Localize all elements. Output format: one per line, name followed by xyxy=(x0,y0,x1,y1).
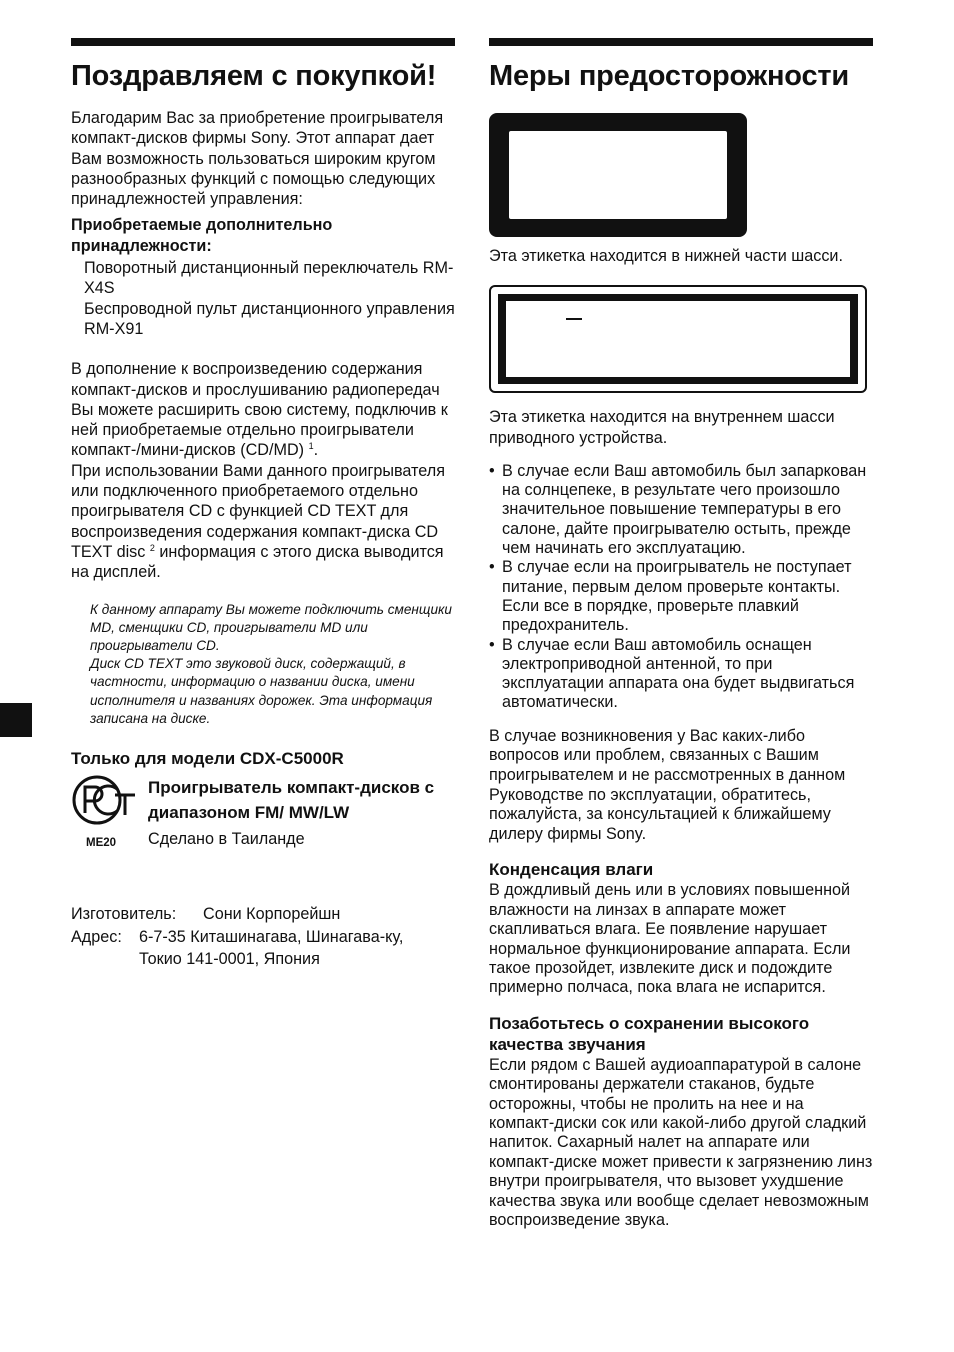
label-dash-mark xyxy=(566,318,582,320)
manufacturer-block xyxy=(71,903,455,970)
certification-block xyxy=(71,775,455,849)
list-item: • В случае если Ваш автомобиль был запаркован на солнцепеке, в результате чего произошло значительное повышение температуры в его салоне, дайте проигрывателю остыть, прежде чем начинать его эксплуатацию. xyxy=(489,462,873,558)
product-title: Проигрыватель компакт-дисков с диапазоном FM/ MW/LW xyxy=(148,777,435,822)
page-title-left: Поздравляем с покупкой! xyxy=(71,60,437,92)
accessory-item: Беспроводной пульт дистанционного управления RM-X91 xyxy=(84,299,455,338)
page-title-right: Меры предосторожности xyxy=(489,60,849,92)
section-tab-marker xyxy=(0,703,32,737)
label-blank-area xyxy=(509,131,727,219)
logo-code: ME20 xyxy=(86,836,117,849)
accessory-item: Поворотный дистанционный переключатель RM-X4S xyxy=(84,259,454,298)
label-frame xyxy=(498,294,858,384)
address-value xyxy=(139,926,403,971)
address-line-1: 6-7-35 Киташинагава, Шинагава-ку, xyxy=(139,927,404,946)
label1-caption: Эта этикетка находится в нижней части шасси. xyxy=(489,247,843,265)
footnote-ref-1: 1 xyxy=(308,441,314,452)
warning-label-image-1 xyxy=(489,113,747,237)
address-label: Адрес: xyxy=(71,927,122,946)
list-item: • В случае если Ваш автомобиль оснащен электроприводной антенной, то при эксплуатации аппарата она будет выдвигаться автоматически. xyxy=(489,636,873,713)
condensation-text: В дождливый день или в условиях повышенной влажности на линзах в аппарате может скапливаться влага. Ее появление нарушает нормальное функционирование аппарата. Если такое прозойдет, извлеките диск и подождите примерно полчаса, пока влага не испарится. xyxy=(489,881,851,997)
sound-quality-text: Если рядом с Вашей аудиоаппаратурой в салоне смонтированы держатели стаканов, будьте осторожны, чтобы не пролить на нее и на компакт-диски сок или какой-либо другой сладкий напиток. Сахарный налет на аппарате или компакт-диске может привести к загрязнению линз внутри проигрывателя, что вызовет ухудшение качества звука или вообще сделает невозможным воспроизведение звука. xyxy=(489,1055,873,1229)
footnote-ref-2: 2 xyxy=(149,542,155,553)
model-heading: Только для модели CDX-C5000R xyxy=(71,748,344,768)
title-rule xyxy=(71,38,455,46)
precautions-list xyxy=(489,462,873,713)
manufacturer-value: Сони Корпорейшн xyxy=(203,905,341,924)
period: . xyxy=(313,441,319,460)
expansion-paragraph xyxy=(71,359,455,460)
list-item: • В случае если на проигрыватель не поступает питание, первым делом проверьте контакты. Если все в порядке, проверьте плавкий предохранитель. xyxy=(489,558,873,635)
manufacturer-row xyxy=(71,903,455,925)
address-row xyxy=(71,926,455,971)
made-in-text: Сделано в Таиланде xyxy=(148,829,305,848)
title-rule xyxy=(489,38,873,46)
certification-logo xyxy=(71,775,141,850)
footnote-1: К данному аппарату Вы можете подключить сменщики MD, сменщики CD, проигрыватели MD или проигрыватели CD. xyxy=(90,601,452,653)
address-line-2: Токио 141-0001, Япония xyxy=(139,949,320,968)
cd-text-paragraph xyxy=(71,461,455,583)
intro-paragraph: Благодарим Вас за приобретение проигрывателя компакт-дисков фирмы Sony. Этот аппарат дает Вам возможность пользоваться широким кругом разнообразных функций с помощью следующих принадлежностей управления: xyxy=(71,109,444,209)
model-text xyxy=(148,775,455,849)
questions-paragraph: В случае возникновения у Вас каких-либо вопросов или проблем, связанных с Вашим проигрывателем и не рассмотренных в данном Руководстве по эксплуатации, обратитесь, пожалуйста, за консультацией к ближайшему дилеру фирмы Sony. xyxy=(489,726,846,843)
pct-mark-icon xyxy=(71,775,137,825)
manufacturer-label: Изготовитель: xyxy=(71,905,177,924)
condensation-heading: Конденсация влаги xyxy=(489,860,654,880)
label-blank-area xyxy=(506,301,850,377)
label2-caption: Эта этикетка находится на внутреннем шасси приводного устройства. xyxy=(489,408,835,447)
accessories-heading: Приобретаемые дополнительно принадлежности: xyxy=(71,216,333,255)
expansion-text: В дополнение к воспроизведению содержания компакт-дисков и прослушиванию радиопередач Вы можете расширить свою систему, подключив к ней приобретаемые отдельно проигрыватели компакт-/мини-дисков (CD/MD) xyxy=(71,360,448,460)
left-column xyxy=(71,38,455,970)
right-column xyxy=(489,38,873,1230)
sound-quality-heading: Позаботьтесь о сохранении высокого качества звучания xyxy=(489,1013,810,1054)
cd-text-text: При использовании Вами данного проигрывателя или подключенного приобретаемого отдельно проигрывателя CD с функцией CD TEXT для воспроизведения содержания компакт-диска CD TEXT disc xyxy=(71,461,445,561)
warning-label-image-2 xyxy=(489,285,867,393)
cd-text-end: информация с этого диска выводится на дисплей. xyxy=(71,542,444,582)
footnote-2: Диск CD TEXT это звуковой диск, содержащий, в частности, информацию о названии диска, имени исполнителя и названиях дорожек. Эта информация записана на диске. xyxy=(90,656,433,726)
